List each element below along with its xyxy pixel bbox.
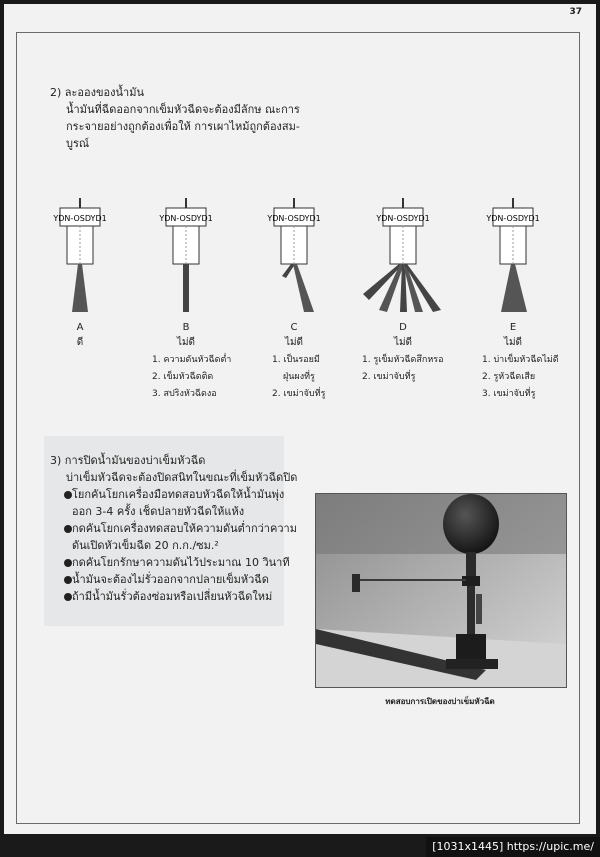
nozzle-b-verdict: ไม่ดี bbox=[176, 337, 196, 348]
nozzle-c-verdict: ไม่ดี bbox=[284, 337, 304, 348]
document-page bbox=[4, 4, 596, 834]
bullet-dot bbox=[64, 491, 72, 499]
nozzle-b-letter: B bbox=[182, 322, 190, 333]
section-2 bbox=[50, 84, 300, 152]
nozzle-a-label: YDN-OSDYD1 bbox=[53, 214, 107, 223]
nozzle-e-letter: E bbox=[509, 322, 517, 333]
nozzle-e-verdict: ไม่ดี bbox=[503, 337, 523, 348]
bullet-item bbox=[50, 486, 297, 520]
nozzle-d-label: YDN-OSDYD1 bbox=[376, 214, 430, 223]
bullet-text: ดันเปิดหัวเข็มฉีด 20 ก.ก./ซม.² bbox=[72, 539, 219, 552]
section-3 bbox=[50, 452, 297, 605]
cause-item: 2. รูหัวฉีดเสีย bbox=[482, 372, 536, 382]
nozzle-d-causes bbox=[362, 352, 444, 386]
cause-item: 1. ความดันหัวฉีดต่ำ bbox=[152, 355, 232, 365]
section-3-intro: บ่าเข็มหัวฉีดจะต้องปิดสนิทในขณะที่เข็มหัวฉีดปิด bbox=[66, 471, 298, 484]
bullet-item bbox=[50, 520, 297, 554]
page-number: 37 bbox=[569, 7, 582, 17]
section-2-heading: 2) ละอองของน้ำมัน bbox=[50, 86, 144, 99]
cause-item: 2. เข็มหัวฉีดติด bbox=[152, 372, 214, 382]
bullet-text: โยกคันโยกเครื่องมือทดสอบหัวฉีดให้น้ำมันพุ่ง bbox=[72, 488, 285, 501]
cause-item: ฝุ่นผงที่รู bbox=[283, 372, 315, 382]
nozzle-d-letter: D bbox=[399, 322, 407, 333]
nozzle-e-drawing bbox=[463, 194, 563, 322]
nozzle-a-drawing bbox=[30, 194, 130, 322]
nozzle-b-label: YDN-OSDYD1 bbox=[159, 214, 213, 223]
nozzle-b-drawing bbox=[136, 194, 236, 322]
bullet-item bbox=[50, 554, 297, 571]
nozzle-c-label: YDN-OSDYD1 bbox=[267, 214, 321, 223]
nozzle-e-label: YDN-OSDYD1 bbox=[486, 214, 540, 223]
nozzle-e-causes bbox=[482, 352, 559, 403]
nozzle-diagram-a bbox=[30, 194, 130, 350]
nozzle-diagram-b bbox=[136, 194, 236, 350]
cause-item: 1. เป็นรอยมี bbox=[272, 355, 320, 365]
bullet-text: กดคันโยกเครื่องทดสอบให้ความดันต่ำกว่าความ bbox=[72, 522, 297, 535]
nozzle-c-letter: C bbox=[290, 322, 298, 333]
bullet-text: น้ำมันจะต้องไม่รั่วออกจากปลายเข็มหัวฉีด bbox=[72, 573, 269, 586]
nozzle-b-causes bbox=[152, 352, 231, 403]
section-3-bullets bbox=[50, 486, 297, 605]
section-2-line: บูรณ์ bbox=[66, 137, 90, 150]
bullet-dot bbox=[64, 525, 72, 533]
nozzle-diagram-c bbox=[244, 194, 344, 350]
nozzle-test-photo bbox=[315, 493, 567, 688]
bullet-text: กดคันโยกรักษาความดันไว้ประมาณ 10 วินาที bbox=[72, 556, 290, 569]
bullet-item bbox=[50, 588, 297, 605]
nozzle-c-drawing bbox=[244, 194, 344, 322]
nozzle-diagram-d bbox=[353, 194, 453, 350]
nozzle-d-drawing bbox=[353, 194, 453, 322]
bullet-dot bbox=[64, 576, 72, 584]
bullet-text: ออก 3-4 ครั้ง เช็ดปลายหัวฉีดให้แห้ง bbox=[72, 505, 245, 518]
nozzle-a-verdict: ดี bbox=[76, 337, 84, 348]
cause-item: 3. เขม่าจับที่รู bbox=[482, 389, 536, 399]
cause-item: 3. สปริงหัวฉีดงอ bbox=[152, 389, 217, 399]
nozzle-c-causes bbox=[272, 352, 325, 403]
section-3-heading: 3) การปิดน้ำมันของบ่าเข็มหัวฉีด bbox=[50, 454, 206, 467]
section-2-line: กระจายอย่างถูกต้องเพื่อให้ การเผาไหม้ถูกต้องสม- bbox=[66, 120, 300, 133]
section-2-line: น้ำมันที่ฉีดออกจากเข็มหัวฉีดจะต้องมีลักษ ณะการ bbox=[66, 103, 300, 116]
nozzle-d-verdict: ไม่ดี bbox=[393, 337, 413, 348]
cause-item: 2. เขม่าจับที่รู bbox=[272, 389, 326, 399]
cause-item: 1. บ่าเข็มหัวฉีดไม่ดี bbox=[482, 355, 559, 365]
nozzle-diagram-e bbox=[463, 194, 563, 350]
bullet-dot bbox=[64, 559, 72, 567]
bullet-dot bbox=[64, 593, 72, 601]
cause-item: 1. รูเข็มหัวฉีดสึกหรอ bbox=[362, 355, 444, 365]
nozzle-a-letter: A bbox=[76, 322, 84, 333]
image-watermark: [1031x1445] https://upic.me/ bbox=[426, 837, 600, 857]
bullet-item bbox=[50, 571, 297, 588]
cause-item: 2. เขม่าจับที่รู bbox=[362, 372, 416, 382]
photo-caption: ทดสอบการเปิดของบ่าเข็มหัวฉีด bbox=[385, 697, 495, 706]
bullet-text: ถ้ามีน้ำมันรั่วต้องซ่อมหรือเปลี่ยนหัวฉีดใหม่ bbox=[72, 590, 273, 603]
